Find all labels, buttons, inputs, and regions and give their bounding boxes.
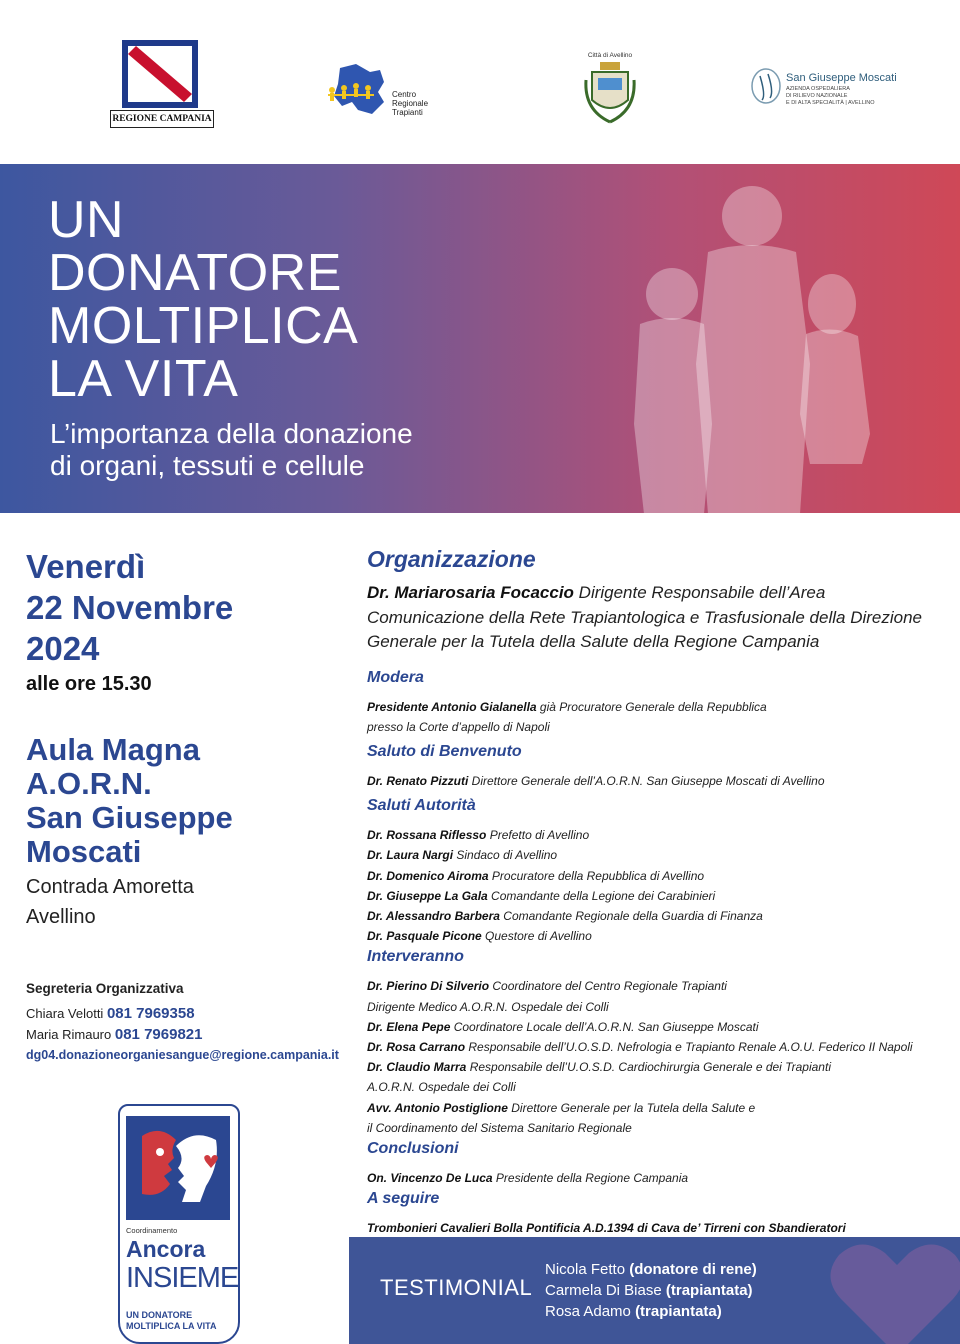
- title-line: DONATORE: [48, 244, 342, 302]
- section-heading-saluti-autorita: Saluti Autorità: [367, 797, 476, 815]
- speaker-entry: Presidente Antonio Gialanella già Procuratore Generale della Repubblica: [367, 699, 767, 714]
- section-heading-saluto: Saluto di Benvenuto: [367, 742, 522, 760]
- contact-row: [26, 1024, 356, 1045]
- speaker-entry: Dr. Pierino Di Silverio Coordinatore del Centro Regionale Trapianti: [367, 979, 727, 994]
- event-date: 22 Novembre: [26, 589, 234, 626]
- speaker-entry: Dr. Laura Nargi Sindaco di Avellino: [367, 848, 558, 863]
- address-line: Avellino: [26, 906, 96, 928]
- closing-entry: Trombonieri Cavalieri Bolla Pontificia A.D.1394 di Cava de’ Tirreni con Sbandieratori: [367, 1221, 846, 1236]
- event-title: [48, 191, 568, 408]
- testimonial-bar: [349, 1237, 960, 1344]
- speaker-entry-extra: Dirigente Medico A.O.R.N. Ospedale dei Colli: [367, 999, 609, 1014]
- campania-map-icon: [322, 62, 392, 118]
- section-heading-conclusioni: Conclusioni: [367, 1139, 459, 1157]
- two-faces-heart-icon: [120, 1106, 238, 1224]
- speaker-entry: Dr. Pasquale Picone Questore di Avellino: [367, 929, 592, 944]
- speaker-entry: Dr. Giuseppe La Gala Comandante della Legione dei Carabinieri: [367, 888, 716, 903]
- event-time: alle ore 15.30: [26, 673, 152, 695]
- speaker-entry-extra: presso la Corte d’appello di Napoli: [367, 719, 550, 734]
- subtitle-line: L’importanza della donazione: [50, 418, 413, 449]
- moscati-title: San Giuseppe Moscati: [786, 72, 897, 84]
- regione-campania-logo: [110, 40, 214, 132]
- heart-icon: [827, 1237, 960, 1344]
- section-heading-interveranno: Interveranno: [367, 948, 464, 966]
- testimonial-person: Nicola Fetto (donatore di rene): [545, 1261, 757, 1278]
- speaker-entry-extra: il Coordinamento del Sistema Sanitario Regionale: [367, 1120, 632, 1135]
- speaker-entry: Dr. Alessandro Barbera Comandante Regionale della Guardia di Finanza: [367, 908, 763, 923]
- contact-phone[interactable]: 081 7969358: [106, 1005, 195, 1022]
- testimonial-person: Carmela Di Biase (trapiantata): [545, 1282, 753, 1299]
- event-venue: [26, 733, 346, 869]
- campania-shield-icon: [122, 40, 198, 108]
- organization-heading: Organizzazione: [367, 546, 536, 572]
- speaker-entry: Dr. Rossana Riflesso Prefetto di Avellino: [367, 828, 590, 843]
- organizer-role: Dirigente Responsabile dell’Area Comunicazione della Rete Trapiantologica e Trasfusionale della Direzione Generale per la Tutela della Salute della Regione Campania: [367, 583, 923, 651]
- ancora-insieme-logo: [118, 1104, 240, 1344]
- ancora-tagline: UN DONATORE MOLTIPLICA LA VITA: [126, 1310, 217, 1331]
- secretariat-block: [26, 978, 356, 1066]
- avellino-crest-icon: [578, 50, 642, 130]
- subtitle-line: di organi, tessuti e cellule: [50, 450, 365, 481]
- testimonial-person: Rosa Adamo (trapiantata): [545, 1303, 722, 1320]
- secretariat-title: Segreteria Organizzativa: [26, 981, 184, 996]
- event-subtitle: [50, 418, 570, 482]
- avellino-label: Città di Avellino: [587, 52, 633, 59]
- speaker-entry: On. Vincenzo De Luca Presidente della Regione Campania: [367, 1170, 689, 1185]
- header-logos: [0, 0, 960, 162]
- address-line: Contrada Amoretta: [26, 876, 194, 898]
- title-line: UN: [48, 191, 125, 249]
- speaker-entry: Dr. Rosa Carrano Responsabile dell’U.O.S.D. Nefrologia e Trapianto Renale A.O.U. Federico II Napoli: [367, 1039, 913, 1054]
- moscati-emblem-icon: [750, 66, 784, 106]
- testimonial-label: TESTIMONIAL: [380, 1275, 533, 1300]
- contact-row: [26, 1003, 356, 1024]
- centro-regionale-trapianti-logo: [322, 62, 452, 118]
- crt-label: Centro Regionale Trapianti: [392, 90, 429, 117]
- event-address: [26, 872, 194, 932]
- venue-line: San Giuseppe: [26, 800, 233, 835]
- event-day: Venerdì: [26, 548, 146, 585]
- ancora-coordinamento: Coordinamento: [126, 1226, 178, 1235]
- testimonial-list: [545, 1259, 757, 1322]
- people-silhouettes-illustration: [600, 174, 880, 513]
- contact-name: Chiara Velotti: [26, 1006, 104, 1021]
- organization-text: [367, 581, 947, 655]
- section-heading-modera: Modera: [367, 668, 424, 686]
- hero-banner: [0, 164, 960, 513]
- regione-campania-label: REGIONE CAMPANIA: [110, 110, 214, 128]
- speaker-entry: Avv. Antonio Postiglione Direttore Generale per la Tutela della Salute e: [367, 1100, 756, 1115]
- moscati-subtitle: AZIENDA OSPEDALIERA DI RILIEVO NAZIONALE E DI ALTA SPECIALITÀ | AVELLINO: [786, 86, 875, 106]
- title-line: MOLTIPLICA: [48, 297, 359, 355]
- venue-line: A.O.R.N.: [26, 766, 152, 801]
- venue-line: Moscati: [26, 834, 142, 869]
- section-heading-a-seguire: A seguire: [367, 1190, 440, 1208]
- speaker-entry: Dr. Domenico Airoma Procuratore della Repubblica di Avellino: [367, 868, 705, 883]
- ancora-word: Ancora: [126, 1236, 206, 1262]
- organizer-name: Dr. Mariarosaria Focaccio: [367, 583, 574, 602]
- contact-email-link[interactable]: dg04.donazioneorganiesangue@regione.campania.it: [26, 1048, 339, 1062]
- venue-line: Aula Magna: [26, 732, 200, 767]
- san-giuseppe-moscati-logo: [750, 66, 910, 116]
- citta-di-avellino-logo: [578, 50, 642, 130]
- speaker-entry: Dr. Elena Pepe Coordinatore Locale dell’A.O.R.N. San Giuseppe Moscati: [367, 1019, 759, 1034]
- event-year: 2024: [26, 630, 100, 667]
- title-line: LA VITA: [48, 350, 239, 408]
- speaker-entry-extra: A.O.R.N. Ospedale dei Colli: [367, 1080, 516, 1095]
- program: [367, 546, 947, 1238]
- speaker-entry: Dr. Renato Pizzuti Direttore Generale dell’A.O.R.N. San Giuseppe Moscati di Avellino: [367, 773, 825, 788]
- insieme-word: INSIEME: [126, 1262, 239, 1294]
- contact-name: Maria Rimauro: [26, 1027, 112, 1042]
- event-date-block: [26, 546, 346, 696]
- contact-phone[interactable]: 081 7969821: [114, 1026, 203, 1043]
- speaker-entry: Dr. Claudio Marra Responsabile dell’U.O.S.D. Cardiochirurgia Generale e dei Trapianti: [367, 1060, 831, 1075]
